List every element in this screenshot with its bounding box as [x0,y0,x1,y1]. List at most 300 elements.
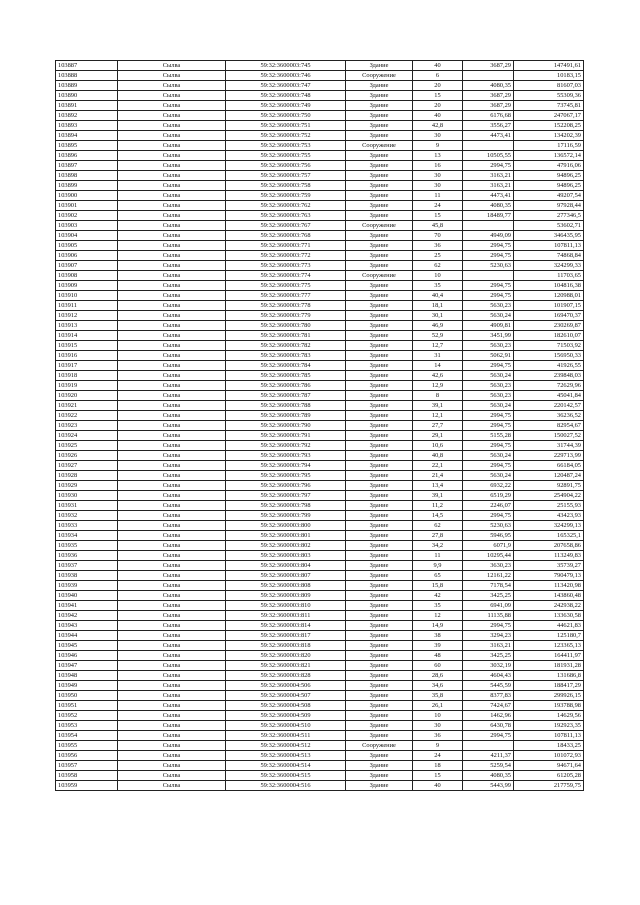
cadastral-value-table [55,60,584,791]
locality-cell: Сылва [118,451,226,461]
locality-cell: Сылва [118,281,226,291]
area-cell: 40 [413,781,463,791]
area-cell: 35,8 [413,691,463,701]
locality-cell: Сылва [118,201,226,211]
table-row [56,91,584,101]
cadastral-value-cell: 104816,38 [514,281,584,291]
unit-value-cell: 5630,23 [463,301,514,311]
cadastral-value-cell: 101907,15 [514,301,584,311]
area-cell: 36 [413,731,463,741]
table-row [56,121,584,131]
object-type-cell: Здание [346,641,413,651]
row-number-cell: 103919 [56,381,118,391]
cadastral-value-cell: 11703,65 [514,271,584,281]
cadastral-value-cell: 131686,8 [514,671,584,681]
table-row [56,321,584,331]
unit-value-cell: 4473,41 [463,191,514,201]
row-number-cell: 103947 [56,661,118,671]
locality-cell: Сылва [118,441,226,451]
locality-cell: Сылва [118,631,226,641]
table-row [56,201,584,211]
table-row [56,381,584,391]
unit-value-cell: 5630,23 [463,381,514,391]
cadastral-number-cell: 59:32:3600004:509 [226,711,346,721]
area-cell: 15 [413,211,463,221]
row-number-cell: 103954 [56,731,118,741]
row-number-cell: 103955 [56,741,118,751]
unit-value-cell: 1462,96 [463,711,514,721]
cadastral-value-cell: 242938,22 [514,601,584,611]
locality-cell: Сылва [118,81,226,91]
row-number-cell: 103925 [56,441,118,451]
row-number-cell: 103898 [56,171,118,181]
cadastral-number-cell: 59:32:3600003:768 [226,231,346,241]
locality-cell: Сылва [118,251,226,261]
cadastral-value-cell: 220142,57 [514,401,584,411]
row-number-cell: 103921 [56,401,118,411]
row-number-cell: 103918 [56,371,118,381]
area-cell: 40,8 [413,451,463,461]
row-number-cell: 103892 [56,111,118,121]
cadastral-value-cell: 299926,15 [514,691,584,701]
object-type-cell: Здание [346,471,413,481]
cadastral-value-cell: 43423,93 [514,511,584,521]
object-type-cell: Здание [346,601,413,611]
locality-cell: Сылва [118,761,226,771]
cadastral-value-cell: 36236,52 [514,411,584,421]
object-type-cell: Сооружение [346,141,413,151]
table-row [56,601,584,611]
row-number-cell: 103924 [56,431,118,441]
area-cell: 11 [413,191,463,201]
unit-value-cell: 3163,21 [463,641,514,651]
cadastral-value-cell: 143860,48 [514,591,584,601]
locality-cell: Сылва [118,591,226,601]
area-cell: 12,9 [413,381,463,391]
row-number-cell: 103946 [56,651,118,661]
unit-value-cell: 3032,19 [463,661,514,671]
table-row [56,301,584,311]
area-cell: 13 [413,151,463,161]
row-number-cell: 103890 [56,91,118,101]
cadastral-value-cell: 277346,5 [514,211,584,221]
unit-value-cell: 5062,91 [463,351,514,361]
area-cell: 30 [413,181,463,191]
row-number-cell: 103887 [56,61,118,71]
table-row [56,461,584,471]
cadastral-value-cell: 92891,75 [514,481,584,491]
object-type-cell: Здание [346,781,413,791]
table-row [56,271,584,281]
row-number-cell: 103922 [56,411,118,421]
cadastral-value-cell: 790479,13 [514,571,584,581]
unit-value-cell [463,271,514,281]
unit-value-cell: 3425,25 [463,651,514,661]
unit-value-cell: 6941,09 [463,601,514,611]
locality-cell: Сылва [118,291,226,301]
cadastral-number-cell: 59:32:3600003:796 [226,481,346,491]
area-cell: 62 [413,521,463,531]
cadastral-value-cell: 49207,54 [514,191,584,201]
area-cell: 30 [413,721,463,731]
object-type-cell: Здание [346,631,413,641]
locality-cell: Сылва [118,541,226,551]
cadastral-value-cell: 165325,1 [514,531,584,541]
unit-value-cell: 4473,41 [463,131,514,141]
cadastral-number-cell: 59:32:3600003:750 [226,111,346,121]
cadastral-value-cell: 120988,01 [514,291,584,301]
row-number-cell: 103943 [56,621,118,631]
object-type-cell: Здание [346,241,413,251]
area-cell: 39,1 [413,491,463,501]
locality-cell: Сылва [118,121,226,131]
row-number-cell: 103929 [56,481,118,491]
object-type-cell: Здание [346,621,413,631]
area-cell: 15 [413,771,463,781]
locality-cell: Сылва [118,501,226,511]
area-cell: 24 [413,751,463,761]
cadastral-value-cell: 113249,83 [514,551,584,561]
cadastral-number-cell: 59:32:3600003:772 [226,251,346,261]
locality-cell: Сылва [118,731,226,741]
cadastral-number-cell: 59:32:3600003:818 [226,641,346,651]
area-cell: 30 [413,171,463,181]
locality-cell: Сылва [118,611,226,621]
locality-cell: Сылва [118,311,226,321]
row-number-cell: 103945 [56,641,118,651]
row-number-cell: 103911 [56,301,118,311]
cadastral-number-cell: 59:32:3600003:779 [226,311,346,321]
unit-value-cell: 6430,78 [463,721,514,731]
area-cell: 20 [413,101,463,111]
cadastral-number-cell: 59:32:3600003:774 [226,271,346,281]
locality-cell: Сылва [118,461,226,471]
unit-value-cell: 3556,27 [463,121,514,131]
object-type-cell: Здание [346,231,413,241]
locality-cell: Сылва [118,231,226,241]
table-row [56,701,584,711]
unit-value-cell: 2994,75 [463,621,514,631]
unit-value-cell: 5445,59 [463,681,514,691]
table-row [56,641,584,651]
table-row [56,621,584,631]
row-number-cell: 103949 [56,681,118,691]
cadastral-number-cell: 59:32:3600003:783 [226,351,346,361]
unit-value-cell: 2994,75 [463,281,514,291]
row-number-cell: 103951 [56,701,118,711]
area-cell: 11 [413,551,463,561]
area-cell: 40 [413,61,463,71]
unit-value-cell: 3425,25 [463,591,514,601]
locality-cell: Сылва [118,171,226,181]
object-type-cell: Здание [346,401,413,411]
cadastral-value-cell: 94896,25 [514,171,584,181]
row-number-cell: 103909 [56,281,118,291]
unit-value-cell: 5230,63 [463,521,514,531]
cadastral-number-cell: 59:32:3600003:800 [226,521,346,531]
table-row [56,431,584,441]
unit-value-cell: 2994,75 [463,511,514,521]
unit-value-cell: 2994,75 [463,251,514,261]
table-row [56,361,584,371]
area-cell: 24 [413,201,463,211]
locality-cell: Сылва [118,271,226,281]
object-type-cell: Здание [346,761,413,771]
area-cell: 42 [413,591,463,601]
table-row [56,241,584,251]
unit-value-cell: 4211,37 [463,751,514,761]
object-type-cell: Здание [346,331,413,341]
table-row [56,731,584,741]
table-row [56,761,584,771]
area-cell: 48 [413,651,463,661]
unit-value-cell: 3687,29 [463,61,514,71]
table-row [56,441,584,451]
cadastral-number-cell: 59:32:3600003:810 [226,601,346,611]
cadastral-value-cell: 346435,95 [514,231,584,241]
area-cell: 46,9 [413,321,463,331]
locality-cell: Сылва [118,61,226,71]
locality-cell: Сылва [118,91,226,101]
unit-value-cell: 5630,24 [463,371,514,381]
cadastral-value-cell: 81607,03 [514,81,584,91]
object-type-cell: Здание [346,461,413,471]
locality-cell: Сылва [118,181,226,191]
object-type-cell: Здание [346,451,413,461]
cadastral-value-cell: 18433,25 [514,741,584,751]
row-number-cell: 103952 [56,711,118,721]
unit-value-cell: 5630,24 [463,451,514,461]
area-cell: 10 [413,711,463,721]
cadastral-value-cell: 53602,71 [514,221,584,231]
object-type-cell: Здание [346,311,413,321]
table-row [56,481,584,491]
unit-value-cell: 6176,68 [463,111,514,121]
row-number-cell: 103953 [56,721,118,731]
table-row [56,401,584,411]
locality-cell: Сылва [118,531,226,541]
area-cell: 52,9 [413,331,463,341]
cadastral-number-cell: 59:32:3600003:745 [226,61,346,71]
table-row [56,221,584,231]
object-type-cell: Здание [346,591,413,601]
locality-cell: Сылва [118,241,226,251]
cadastral-number-cell: 59:32:3600003:794 [226,461,346,471]
cadastral-number-cell: 59:32:3600003:807 [226,571,346,581]
object-type-cell: Сооружение [346,271,413,281]
unit-value-cell: 10505,55 [463,151,514,161]
row-number-cell: 103897 [56,161,118,171]
table-row [56,611,584,621]
object-type-cell: Здание [346,261,413,271]
unit-value-cell: 5630,23 [463,391,514,401]
table-row [56,491,584,501]
area-cell: 27,8 [413,531,463,541]
cadastral-number-cell: 59:32:3600003:748 [226,91,346,101]
object-type-cell: Здание [346,701,413,711]
area-cell: 34,2 [413,541,463,551]
cadastral-value-cell: 207658,86 [514,541,584,551]
row-number-cell: 103907 [56,261,118,271]
object-type-cell: Здание [346,711,413,721]
unit-value-cell: 5630,24 [463,401,514,411]
locality-cell: Сылва [118,391,226,401]
row-number-cell: 103948 [56,671,118,681]
object-type-cell: Здание [346,301,413,311]
area-cell: 14,5 [413,511,463,521]
locality-cell: Сылва [118,741,226,751]
unit-value-cell: 4080,35 [463,201,514,211]
cadastral-value-cell: 134202,39 [514,131,584,141]
cadastral-value-cell: 217759,75 [514,781,584,791]
object-type-cell: Здание [346,191,413,201]
locality-cell: Сылва [118,261,226,271]
cadastral-value-cell: 156950,33 [514,351,584,361]
locality-cell: Сылва [118,751,226,761]
cadastral-number-cell: 59:32:3600004:511 [226,731,346,741]
unit-value-cell: 6519,29 [463,491,514,501]
cadastral-value-cell: 229713,99 [514,451,584,461]
object-type-cell: Здание [346,211,413,221]
cadastral-value-cell: 113420,98 [514,581,584,591]
area-cell: 30,1 [413,311,463,321]
object-type-cell: Здание [346,421,413,431]
cadastral-number-cell: 59:32:3600003:790 [226,421,346,431]
cadastral-number-cell: 59:32:3600003:821 [226,661,346,671]
cadastral-value-cell: 44621,83 [514,621,584,631]
row-number-cell: 103958 [56,771,118,781]
cadastral-number-cell: 59:32:3600003:758 [226,181,346,191]
object-type-cell: Здание [346,681,413,691]
table-row [56,751,584,761]
cadastral-value-cell: 247067,17 [514,111,584,121]
locality-cell: Сылва [118,781,226,791]
locality-cell: Сылва [118,221,226,231]
cadastral-number-cell: 59:32:3600003:749 [226,101,346,111]
object-type-cell: Здание [346,611,413,621]
locality-cell: Сылва [118,381,226,391]
table-row [56,501,584,511]
table-body [56,61,584,791]
cadastral-number-cell: 59:32:3600003:795 [226,471,346,481]
unit-value-cell [463,141,514,151]
cadastral-number-cell: 59:32:3600003:793 [226,451,346,461]
unit-value-cell: 2994,75 [463,241,514,251]
locality-cell: Сылва [118,111,226,121]
locality-cell: Сылва [118,651,226,661]
cadastral-number-cell: 59:32:3600003:746 [226,71,346,81]
table-row [56,531,584,541]
cadastral-value-cell: 239848,03 [514,371,584,381]
cadastral-value-cell: 97928,44 [514,201,584,211]
row-number-cell: 103930 [56,491,118,501]
cadastral-value-cell: 71503,92 [514,341,584,351]
row-number-cell: 103908 [56,271,118,281]
unit-value-cell: 2994,75 [463,421,514,431]
unit-value-cell: 5443,99 [463,781,514,791]
row-number-cell: 103913 [56,321,118,331]
cadastral-number-cell: 59:32:3600003:755 [226,151,346,161]
cadastral-value-cell: 94896,25 [514,181,584,191]
area-cell: 18,1 [413,301,463,311]
cadastral-number-cell: 59:32:3600003:784 [226,361,346,371]
row-number-cell: 103900 [56,191,118,201]
unit-value-cell: 4080,35 [463,771,514,781]
row-number-cell: 103926 [56,451,118,461]
unit-value-cell: 3163,21 [463,171,514,181]
row-number-cell: 103914 [56,331,118,341]
locality-cell: Сылва [118,571,226,581]
locality-cell: Сылва [118,131,226,141]
row-number-cell: 103939 [56,581,118,591]
locality-cell: Сылва [118,711,226,721]
locality-cell: Сылва [118,71,226,81]
object-type-cell: Здание [346,201,413,211]
unit-value-cell: 5155,28 [463,431,514,441]
cadastral-number-cell: 59:32:3600003:762 [226,201,346,211]
area-cell: 30 [413,131,463,141]
area-cell: 29,1 [413,431,463,441]
unit-value-cell: 12161,22 [463,571,514,581]
row-number-cell: 103916 [56,351,118,361]
cadastral-number-cell: 59:32:3600003:775 [226,281,346,291]
area-cell: 12 [413,611,463,621]
cadastral-value-cell: 31744,39 [514,441,584,451]
locality-cell: Сылва [118,511,226,521]
cadastral-number-cell: 59:32:3600003:756 [226,161,346,171]
table-row [56,291,584,301]
table-row [56,411,584,421]
object-type-cell: Здание [346,441,413,451]
cadastral-value-cell: 324299,33 [514,261,584,271]
row-number-cell: 103932 [56,511,118,521]
unit-value-cell: 3687,29 [463,101,514,111]
area-cell: 14 [413,361,463,371]
locality-cell: Сылва [118,101,226,111]
area-cell: 8 [413,391,463,401]
area-cell: 6 [413,71,463,81]
row-number-cell: 103915 [56,341,118,351]
cadastral-number-cell: 59:32:3600003:809 [226,591,346,601]
unit-value-cell: 4949,09 [463,231,514,241]
unit-value-cell: 18489,77 [463,211,514,221]
unit-value-cell: 11135,88 [463,611,514,621]
cadastral-number-cell: 59:32:3600003:773 [226,261,346,271]
object-type-cell: Здание [346,371,413,381]
table-row [56,421,584,431]
cadastral-number-cell: 59:32:3600003:789 [226,411,346,421]
area-cell: 35 [413,601,463,611]
locality-cell: Сылва [118,191,226,201]
cadastral-value-cell: 82954,67 [514,421,584,431]
unit-value-cell: 3687,29 [463,91,514,101]
table-row [56,691,584,701]
table-row [56,171,584,181]
unit-value-cell [463,741,514,751]
cadastral-number-cell: 59:32:3600003:781 [226,331,346,341]
cadastral-number-cell: 59:32:3600003:785 [226,371,346,381]
locality-cell: Сылва [118,481,226,491]
locality-cell: Сылва [118,361,226,371]
row-number-cell: 103957 [56,761,118,771]
object-type-cell: Здание [346,581,413,591]
table-row [56,571,584,581]
unit-value-cell: 10295,44 [463,551,514,561]
area-cell: 27,7 [413,421,463,431]
row-number-cell: 103896 [56,151,118,161]
cadastral-value-cell: 55309,36 [514,91,584,101]
locality-cell: Сылва [118,491,226,501]
